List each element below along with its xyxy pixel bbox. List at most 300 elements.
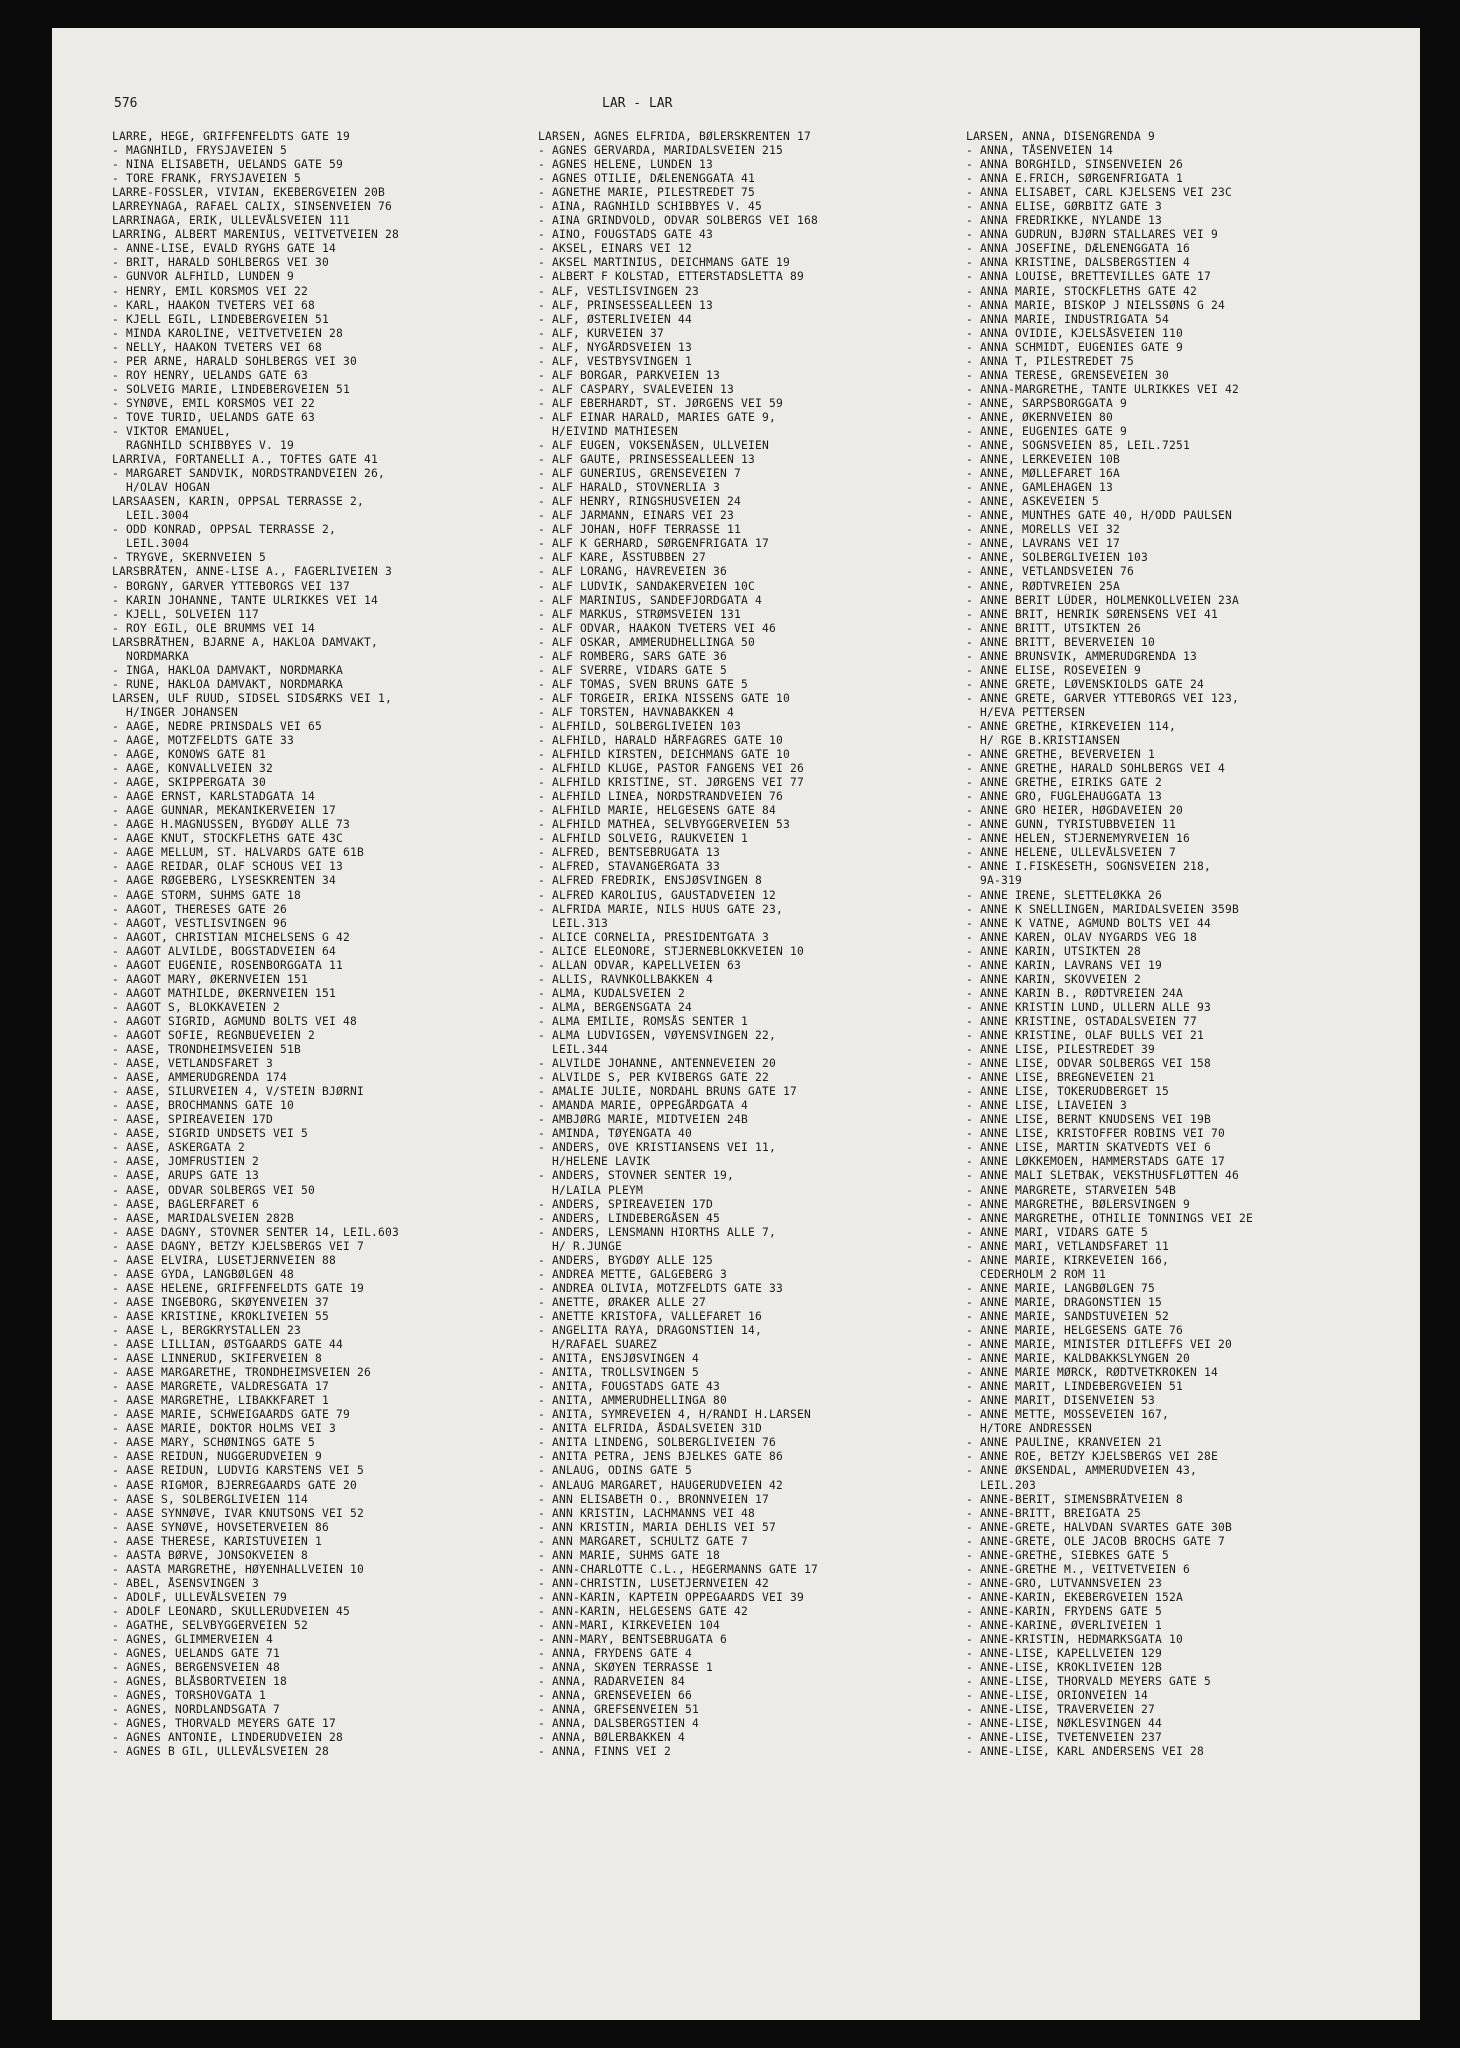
directory-entry: - ALF OSKAR, AMMERUDHELLINGA 50	[538, 635, 756, 649]
directory-entry: - ANNE, SOGNSVEIEN 85, LEIL.7251	[966, 439, 1191, 453]
directory-entry: - ALMA LUDVIGSEN, VØYENSVINGEN 22,	[538, 1029, 777, 1042]
directory-entry: - AASE, BAGLERFARET 6	[112, 1197, 260, 1211]
directory-entry: - ALVILDE S, PER KVIBERGS GATE 22	[538, 1071, 770, 1085]
directory-entry: - AAGE GUNNAR, MEKANIKERVEIEN 17	[112, 804, 337, 818]
directory-entry: - SOLVEIG MARIE, LINDEBERGVEIEN 51	[112, 382, 351, 396]
directory-entry: - AASE MARGRETHE, LIBAKKFARET 1	[112, 1394, 330, 1408]
directory-entry: LARRIVA, FORTANELLI A., TOFTES GATE 41	[112, 453, 379, 467]
directory-entry: - ANNE-LISE, THORVALD MEYERS GATE 5	[966, 1675, 1212, 1689]
directory-entry: - KJELL, SOLVEIEN 117	[112, 607, 260, 621]
directory-entry: - ANNE KARIN, SKOVVEIEN 2	[966, 972, 1142, 986]
directory-entry: - ANN-MARI, KIRKEVEIEN 104	[538, 1618, 721, 1632]
directory-entry: - ANNE MARIT, DISENVEIEN 53	[966, 1394, 1156, 1408]
directory-entry: - ANNE LISE, LIAVEIEN 3	[966, 1099, 1128, 1113]
directory-entry: - ALF MARINIUS, SANDEFJORDGATA 4	[538, 593, 763, 607]
directory-entry: - ALF, KURVEIEN 37	[538, 326, 665, 340]
directory-entry: - ANNA TERESE, GRENSEVEIEN 30	[966, 368, 1170, 382]
directory-entry: - ANNA SCHMIDT, EUGENIES GATE 9	[966, 340, 1184, 354]
directory-entry: - ANNE MARI, VETLANDSFARET 11	[966, 1239, 1170, 1253]
directory-entry: - ANNE GRETHE, EIRIKS GATE 2	[966, 776, 1163, 790]
directory-entry: - AAGE KNUT, STOCKFLETHS GATE 43C	[112, 832, 344, 846]
directory-entry: - ANNE MARIE, HELGESENS GATE 76	[966, 1323, 1184, 1337]
directory-entry: - ANNE-BRITT, BREIGATA 25	[966, 1506, 1142, 1520]
directory-entry: - AASE, TRONDHEIMSVEIEN 51B	[112, 1043, 302, 1057]
directory-entry: - AMALIE JULIE, NORDAHL BRUNS GATE 17	[538, 1085, 798, 1099]
directory-entry: - ANNE-KARINE, ØVERLIVEIEN 1	[966, 1618, 1163, 1632]
directory-entry: - ALMA, BERGENSGATA 24	[538, 1000, 693, 1014]
directory-entry: - ANN-MARY, BENTSEBRUGATA 6	[538, 1633, 728, 1647]
page-number: 576	[114, 96, 138, 111]
directory-entry: - ANN MARGARET, SCHULTZ GATE 7	[538, 1534, 749, 1548]
directory-entry: - ANNE-BERIT, SIMENSBRÅTVEIEN 8	[966, 1492, 1184, 1506]
directory-entry: - ANDERS, LENSMANN HIORTHS ALLE 7,	[538, 1225, 777, 1239]
directory-entry: LARRING, ALBERT MARENIUS, VEITVETVEIEN 28	[112, 228, 400, 242]
directory-entry: NORDMARKA	[112, 649, 190, 663]
directory-entry: - ANLAUG MARGARET, HAUGERUDVEIEN 42	[538, 1478, 784, 1492]
directory-entry: - ANNE, SARPSBORGGATA 9	[966, 396, 1128, 410]
directory-entry: - KARL, HAAKON TVETERS VEI 68	[112, 298, 316, 312]
directory-entry: - ALFRED, BENTSEBRUGATA 13	[538, 846, 721, 860]
directory-entry: - ANNE-GRETHE M., VEITVETVEIEN 6	[966, 1562, 1191, 1576]
directory-entry: - ANNA, BØLERBAKKEN 4	[538, 1731, 686, 1745]
directory-entry: - ANNA, FRYDENS GATE 4	[538, 1647, 693, 1661]
directory-entry: - ALICE CORNELIA, PRESIDENTGATA 3	[538, 930, 770, 944]
directory-entry: - ALF K GERHARD, SØRGENFRIGATA 17	[538, 537, 770, 551]
directory-entry: - ANNE KARIN, LAVRANS VEI 19	[966, 958, 1163, 972]
directory-entry: - ANNE-GRO, LUTVANNSVEIEN 23	[966, 1576, 1163, 1590]
directory-entry: - ANNE, SOLBERGLIVEIEN 103	[966, 551, 1149, 565]
directory-entry: LEIL.3004	[112, 537, 190, 551]
directory-entry: - ANNE GUNN, TYRISTUBBVEIEN 11	[966, 818, 1177, 832]
directory-entry: - BORGNY, GARVER YTTEBORGS VEI 137	[112, 579, 351, 593]
directory-entry: - ALF TORGEIR, ERIKA NISSENS GATE 10	[538, 691, 791, 705]
directory-entry: - ANNE-LISE, TRAVERVEIEN 27	[966, 1703, 1156, 1717]
directory-entry: - ANNE PAULINE, KRANVEIEN 21	[966, 1436, 1163, 1450]
directory-entry: - ANNE KARIN, UTSIKTEN 28	[966, 944, 1142, 958]
directory-entry: - ALF JOHAN, HOFF TERRASSE 11	[538, 523, 742, 537]
directory-entry: - ANETTE, ØRAKER ALLE 27	[538, 1295, 707, 1309]
directory-entry: - ANNE MARIT, LINDEBERGVEIEN 51	[966, 1380, 1184, 1394]
directory-entry: - AASE GYDA, LANGBØLGEN 48	[112, 1267, 295, 1281]
directory-entry: - SYNØVE, EMIL KORSMOS VEI 22	[112, 396, 316, 410]
directory-entry: - ANNE-LISE, EVALD RYGHS GATE 14	[112, 242, 337, 256]
directory-entry: - ANETTE KRISTOFA, VALLEFARET 16	[538, 1309, 763, 1323]
directory-entry: - ANNE MARIE, LANGBØLGEN 75	[966, 1281, 1156, 1295]
directory-entry: - ANNE ELISE, ROSEVEIEN 9	[966, 663, 1142, 677]
directory-entry: - ALMA EMILIE, ROMSÅS SENTER 1	[538, 1014, 749, 1028]
directory-entry: - ALFHILD KRISTINE, ST. JØRGENS VEI 77	[538, 776, 805, 790]
directory-entry: - ANITA, SYMREVEIEN 4, H/RANDI H.LARSEN	[538, 1408, 812, 1422]
directory-entry: - HENRY, EMIL KORSMOS VEI 22	[112, 284, 309, 298]
directory-entry: LARSEN, AGNES ELFRIDA, BØLERSKRENTEN 17	[538, 130, 812, 143]
directory-entry: - AASE, BROCHMANNS GATE 10	[112, 1099, 295, 1113]
directory-entry: - ANNE BRUNSVIK, AMMERUDGRENDA 13	[966, 649, 1198, 663]
directory-entry: - ANNE MARGRETHE, BØLERSVINGEN 9	[966, 1197, 1191, 1211]
directory-entry: - ANNE MALI SLETBAK, VEKSTHUSFLØTTEN 46	[966, 1169, 1240, 1183]
directory-entry: - ANNE MARI, VIDARS GATE 5	[966, 1225, 1149, 1239]
directory-entry: LARSBRÅTEN, ANNE-LISE A., FAGERLIVEIEN 3	[112, 565, 393, 579]
directory-entry: - ANNE MARIE, KIRKEVEIEN 166,	[966, 1253, 1170, 1267]
directory-entry: - ANDERS, BYGDØY ALLE 125	[538, 1253, 714, 1267]
directory-entry: - ANN ELISABETH O., BRONNVEIEN 17	[538, 1492, 770, 1506]
directory-entry: - ALFHILD LINEA, NORDSTRANDVEIEN 76	[538, 790, 784, 804]
directory-entry: LEIL.344	[538, 1043, 609, 1057]
directory-entry: - ANN-KARIN, HELGESENS GATE 42	[538, 1604, 749, 1618]
directory-entry: - ALFHILD MATHEA, SELVBYGGERVEIEN 53	[538, 818, 791, 832]
directory-entry: LARSEN, ANNA, DISENGRENDA 9	[966, 130, 1156, 143]
directory-entry: - ALF EINAR HARALD, MARIES GATE 9,	[538, 410, 777, 424]
directory-entry: - AASE, VETLANDSFARET 3	[112, 1057, 274, 1071]
directory-entry: - RUNE, HAKLOA DAMVAKT, NORDMARKA	[112, 677, 344, 691]
directory-entry: - AASTA BØRVE, JONSOKVEIEN 8	[112, 1548, 309, 1562]
directory-entry: - ANITA, AMMERUDHELLINGA 80	[538, 1394, 728, 1408]
directory-entry: - AAGE, KONOWS GATE 81	[112, 748, 267, 762]
directory-entry: - ANNE-GRETE, HALVDAN SVARTES GATE 30B	[966, 1520, 1233, 1534]
directory-entry: - ANNE LISE, KRISTOFFER ROBINS VEI 70	[966, 1127, 1226, 1141]
directory-entry: - AGNES, BERGENSVEIEN 48	[112, 1661, 281, 1675]
directory-entry: - ANNE, MØLLEFARET 16A	[966, 467, 1121, 481]
directory-entry: - ALFHILD KLUGE, PASTOR FANGENS VEI 26	[538, 762, 805, 776]
directory-entry: - AMINDA, TØYENGATA 40	[538, 1127, 693, 1141]
directory-entry: LARRE-FOSSLER, VIVIAN, EKEBERGVEIEN 20B	[112, 186, 386, 200]
directory-entry: - ANN MARIE, SUHMS GATE 18	[538, 1548, 721, 1562]
directory-entry: - ANN-KARIN, KAPTEIN OPPEGAARDS VEI 39	[538, 1590, 805, 1604]
directory-entry: - AASE, MARIDALSVEIEN 282B	[112, 1211, 295, 1225]
directory-entry: - AAGE REIDAR, OLAF SCHOUS VEI 13	[112, 860, 344, 874]
directory-entry: - AASE MARGRETE, VALDRESGATA 17	[112, 1380, 330, 1394]
directory-entry: - AMANDA MARIE, OPPEGÅRDGATA 4	[538, 1099, 749, 1113]
directory-entry: - ANNE KARIN B., RØDTVREIEN 24A	[966, 986, 1184, 1000]
directory-entry: - ANITA, TROLLSVINGEN 5	[538, 1366, 700, 1380]
directory-entry: - TRYGVE, SKERNVEIEN 5	[112, 551, 267, 565]
directory-entry: - ADOLF, ULLEVÅLSVEIEN 79	[112, 1590, 288, 1604]
directory-entry: - ALF SVERRE, VIDARS GATE 5	[538, 663, 728, 677]
directory-entry: - ANNE GRO HEIER, HØGDAVEIEN 20	[966, 804, 1184, 818]
directory-entry: - ROY EGIL, OLE BRUMMS VEI 14	[112, 621, 316, 635]
directory-entry: - ANNE, MUNTHES GATE 40, H/ODD PAULSEN	[966, 509, 1233, 523]
directory-entry: - ALF TORSTEN, HAVNABAKKEN 4	[538, 705, 735, 719]
directory-entry: - ANNA ELISE, GØRBITZ GATE 3	[966, 200, 1163, 214]
directory-entry: - ANNE GRO, FUGLEHAUGGATA 13	[966, 790, 1163, 804]
directory-entry: - ALF TOMAS, SVEN BRUNS GATE 5	[538, 677, 749, 691]
directory-entry: - ANNE KAREN, OLAV NYGARDS VEG 18	[966, 930, 1198, 944]
directory-entry: - ANNE LISE, PILESTREDET 39	[966, 1043, 1156, 1057]
directory-entry: - AKSEL, EINARS VEI 12	[538, 242, 693, 256]
directory-entry: - ANN KRISTIN, LACHMANNS VEI 48	[538, 1506, 756, 1520]
page-header: LAR - LAR	[602, 96, 673, 111]
directory-entry: - ANDREA OLIVIA, MOTZFELDTS GATE 33	[538, 1281, 784, 1295]
directory-entry: - AAGE STORM, SUHMS GATE 18	[112, 888, 302, 902]
directory-entry: - NELLY, HAAKON TVETERS VEI 68	[112, 340, 323, 354]
directory-entry: H/EVA PETTERSEN	[966, 705, 1086, 719]
directory-entry: - ALF GAUTE, PRINSESSEALLEEN 13	[538, 453, 756, 467]
directory-entry: - ANNE, RØDTVREIEN 25A	[966, 579, 1121, 593]
directory-entry: - ANNE, VETLANDSVEIEN 76	[966, 565, 1135, 579]
directory-entry: - AINO, FOUGSTADS GATE 43	[538, 228, 714, 242]
directory-entry: - ANNE K VATNE, AGMUND BOLTS VEI 44	[966, 916, 1212, 930]
directory-entry: - ANNE-LISE, TVETENVEIEN 237	[966, 1731, 1163, 1745]
directory-entry: - ALMA, KUDALSVEIEN 2	[538, 986, 686, 1000]
directory-entry: - ANITA, ENSJØSVINGEN 4	[538, 1352, 700, 1366]
directory-entry: - ANNE LISE, BREGNEVEIEN 21	[966, 1071, 1156, 1085]
directory-entry: - AAGOT ALVILDE, BOGSTADVEIEN 64	[112, 944, 337, 958]
directory-entry: - ANNA KRISTINE, DALSBERGSTIEN 4	[966, 256, 1191, 270]
directory-entry: - AGNES GERVARDA, MARIDALSVEIEN 215	[538, 144, 784, 158]
directory-entry: - VIKTOR EMANUEL,	[112, 424, 232, 438]
directory-entry: - ANGELITA RAYA, DRAGONSTIEN 14,	[538, 1323, 763, 1337]
directory-entry: - ALICE ELEONORE, STJERNEBLOKKVEIEN 10	[538, 944, 805, 958]
directory-entry: - AASE, SPIREAVEIEN 17D	[112, 1113, 274, 1127]
directory-entry: LARSAASEN, KARIN, OPPSAL TERRASSE 2,	[112, 495, 365, 509]
directory-entry: - ANNE-GRETE, OLE JACOB BROCHS GATE 7	[966, 1534, 1226, 1548]
directory-entry: - ANNE-LISE, KROKLIVEIEN 12B	[966, 1661, 1163, 1675]
directory-entry: - AAGE MELLUM, ST. HALVARDS GATE 61B	[112, 846, 365, 860]
directory-entry: - NINA ELISABETH, UELANDS GATE 59	[112, 158, 344, 172]
directory-entry: - ANN-CHARLOTTE C.L., HEGERMANNS GATE 17	[538, 1562, 819, 1576]
directory-entry: - ALFRED FREDRIK, ENSJØSVINGEN 8	[538, 874, 763, 888]
directory-entry: - ANDREA METTE, GALGEBERG 3	[538, 1267, 728, 1281]
directory-entry: - ANNA, RADARVEIEN 84	[538, 1675, 686, 1689]
directory-entry: - ANNE-KARIN, EKEBERGVEIEN 152A	[966, 1590, 1184, 1604]
directory-entry: - AAGE, MOTZFELDTS GATE 33	[112, 734, 295, 748]
directory-entry: - ANNE-KRISTIN, HEDMARKSGATA 10	[966, 1633, 1184, 1647]
directory-entry: - PER ARNE, HARALD SOHLBERGS VEI 30	[112, 354, 358, 368]
directory-entry: - ANNE ØKSENDAL, AMMERUDVEIEN 43,	[966, 1464, 1198, 1478]
directory-entry: - AGNES B GIL, ULLEVÅLSVEIEN 28	[112, 1745, 330, 1759]
directory-entry: LARRINAGA, ERIK, ULLEVÅLSVEIEN 111	[112, 214, 351, 228]
directory-entry: - ALF JARMANN, EINARS VEI 23	[538, 509, 735, 523]
directory-entry: H/HELENE LAVIK	[538, 1155, 651, 1169]
directory-entry: - ANNA MARIE, INDUSTRIGATA 54	[966, 312, 1170, 326]
directory-entry: - ALF BORGAR, PARKVEIEN 13	[538, 368, 721, 382]
directory-entry: - ANNE, LERKEVEIEN 10B	[966, 453, 1121, 467]
directory-entry: H/INGER JOHANSEN	[112, 705, 239, 719]
directory-entry: - AASE LINNERUD, SKIFERVEIEN 8	[112, 1352, 323, 1366]
directory-entry: - AASE, JOMFRUSTIEN 2	[112, 1155, 260, 1169]
directory-entry: - AASE INGEBORG, SKØYENVEIEN 37	[112, 1295, 330, 1309]
directory-entry: - AASE MARIE, DOKTOR HOLMS VEI 3	[112, 1422, 337, 1436]
directory-entry: - AASE ELVIRA, LUSETJERNVEIEN 88	[112, 1253, 337, 1267]
directory-entry: H/EIVIND MATHIESEN	[538, 424, 679, 438]
directory-entry: - ANITA ELFRIDA, ÅSDALSVEIEN 31D	[538, 1422, 763, 1436]
directory-entry: - AASTA MARGRETHE, HØYENHALLVEIEN 10	[112, 1562, 365, 1576]
directory-entry: - AMBJØRG MARIE, MIDTVEIEN 24B	[538, 1113, 749, 1127]
directory-entry: - ALVILDE JOHANNE, ANTENNEVEIEN 20	[538, 1057, 777, 1071]
directory-entry: - ALBERT F KOLSTAD, ETTERSTADSLETTA 89	[538, 270, 805, 284]
directory-entry: - ANNE IRENE, SLETTELØKKA 26	[966, 888, 1163, 902]
directory-entry: LARSEN, ULF RUUD, SIDSEL SIDSÆRKS VEI 1,	[112, 691, 393, 705]
directory-entry: - AASE DAGNY, BETZY KJELSBERGS VEI 7	[112, 1239, 365, 1253]
directory-entry: - ANNA JOSEFINE, DÆLENENGGATA 16	[966, 242, 1191, 256]
directory-entry: - ANNA, SKØYEN TERRASSE 1	[538, 1661, 714, 1675]
directory-entry: - ANNE GRETHE, KIRKEVEIEN 114,	[966, 719, 1177, 733]
directory-entry: - ANNE GRETHE, HARALD SOHLBERGS VEI 4	[966, 762, 1226, 776]
directory-entry: - ANNA, DALSBERGSTIEN 4	[538, 1717, 700, 1731]
directory-entry: - ALF LUDVIK, SANDAKERVEIEN 10C	[538, 579, 756, 593]
directory-entry: LARSBRÅTHEN, BJARNE A, HAKLOA DAMVAKT,	[112, 635, 379, 649]
directory-entry: - ALF GUNERIUS, GRENSEVEIEN 7	[538, 467, 742, 481]
directory-entry: - AAGOT MARY, ØKERNVEIEN 151	[112, 972, 309, 986]
directory-entry: - ANNE LØKKEMOEN, HAMMERSTADS GATE 17	[966, 1155, 1226, 1169]
directory-entry: - AAGOT S, BLOKKAVEIEN 2	[112, 1000, 281, 1014]
directory-entry: - ANN KRISTIN, MARIA DEHLIS VEI 57	[538, 1520, 777, 1534]
directory-entry: LEIL.3004	[112, 509, 190, 523]
directory-entry: - AASE SYNNØVE, IVAR KNUTSONS VEI 52	[112, 1506, 365, 1520]
directory-entry: - ANNE HELEN, STJERNEMYRVEIEN 16	[966, 832, 1191, 846]
directory-entry: - AASE SYNØVE, HOVSETERVEIEN 86	[112, 1520, 330, 1534]
directory-entry: - ANNA FREDRIKKE, NYLANDE 13	[966, 214, 1163, 228]
directory-entry: - ANNE GRETHE, BEVERVEIEN 1	[966, 748, 1156, 762]
directory-entry: - AGNES, GLIMMERVEIEN 4	[112, 1633, 274, 1647]
directory-entry: LEIL.203	[966, 1478, 1037, 1492]
directory-entry: - AASE, SILURVEIEN 4, V/STEIN BJØRNI	[112, 1085, 365, 1099]
directory-entry: - AAGE RØGEBERG, LYSESKRENTEN 34	[112, 874, 337, 888]
directory-entry: - ALF, VESTBYSVINGEN 1	[538, 354, 693, 368]
directory-entry: LARRE, HEGE, GRIFFENFELDTS GATE 19	[112, 130, 351, 143]
column-2	[538, 130, 978, 1759]
directory-entry: - ANNE MARGRETE, STARVEIEN 54B	[966, 1183, 1177, 1197]
directory-entry: H/LAILA PLEYM	[538, 1183, 644, 1197]
directory-entry: - ANN-CHRISTIN, LUSETJERNVEIEN 42	[538, 1576, 770, 1590]
directory-entry: - ALF, ØSTERLIVEIEN 44	[538, 312, 693, 326]
directory-entry: - ANNA GUDRUN, BJØRN STALLARES VEI 9	[966, 228, 1219, 242]
directory-entry: - ANNE LISE, BERNT KNUDSENS VEI 19B	[966, 1113, 1212, 1127]
directory-entry: - AGNES, TORSHOVGATA 1	[112, 1689, 267, 1703]
directory-entry: - ALF KARE, ÅSSTUBBEN 27	[538, 551, 707, 565]
directory-entry: - AASE, ARUPS GATE 13	[112, 1169, 260, 1183]
directory-entry: - AASE, AMMERUDGRENDA 174	[112, 1071, 288, 1085]
directory-entry: - ANNE-GRETHE, SIEBKES GATE 5	[966, 1548, 1170, 1562]
directory-entry: - ANNE MARIE, KALDBAKKSLYNGEN 20	[966, 1352, 1191, 1366]
directory-entry: - ALF LORANG, HAVREVEIEN 36	[538, 565, 728, 579]
directory-entry: - TORE FRANK, FRYSJAVEIEN 5	[112, 172, 302, 186]
directory-entry: - ALFHILD, SOLBERGLIVEIEN 103	[538, 719, 742, 733]
directory-entry: - AASE, ODVAR SOLBERGS VEI 50	[112, 1183, 316, 1197]
directory-entry: - GUNVOR ALFHILD, LUNDEN 9	[112, 270, 295, 284]
directory-entry: - ANNE KRISTINE, OLAF BULLS VEI 21	[966, 1029, 1205, 1042]
directory-page	[52, 28, 1420, 2020]
directory-entry: - AINA, RAGNHILD SCHIBBYES V. 45	[538, 200, 763, 214]
directory-entry: - AASE DAGNY, STOVNER SENTER 14, LEIL.603	[112, 1225, 400, 1239]
directory-entry: - ANNA LOUISE, BRETTEVILLES GATE 17	[966, 270, 1212, 284]
directory-entry: - ANNE LISE, MARTIN SKATVEDTS VEI 6	[966, 1141, 1212, 1155]
directory-entry: - AINA GRINDVOLD, ODVAR SOLBERGS VEI 168	[538, 214, 819, 228]
directory-entry: - ALF HENRY, RINGSHUSVEIEN 24	[538, 495, 742, 509]
directory-entry: - ANNA-MARGRETHE, TANTE ULRIKKES VEI 42	[966, 382, 1240, 396]
directory-entry: - ANNE BRITT, BEVERVEIEN 10	[966, 635, 1156, 649]
directory-entry: - ANNE GRETE, LØVENSKIOLDS GATE 24	[966, 677, 1205, 691]
directory-entry: - ANNA E.FRICH, SØRGENFRIGATA 1	[966, 172, 1184, 186]
directory-entry: - ANNE K SNELLINGEN, MARIDALSVEIEN 359B	[966, 902, 1240, 916]
directory-entry: - ALFRED, STAVANGERGATA 33	[538, 860, 721, 874]
directory-entry: - ANDERS, STOVNER SENTER 19,	[538, 1169, 735, 1183]
directory-entry: - AAGE, KONVALLVEIEN 32	[112, 762, 274, 776]
directory-entry: H/RAFAEL SUAREZ	[538, 1338, 658, 1352]
directory-entry: - ALLIS, RAVNKOLLBAKKEN 4	[538, 972, 714, 986]
directory-entry: - ALF, PRINSESSEALLEEN 13	[538, 298, 714, 312]
column-3	[966, 130, 1406, 1759]
directory-entry: - AAGOT EUGENIE, ROSENBORGGATA 11	[112, 958, 344, 972]
directory-entry: - ALF, VESTLISVINGEN 23	[538, 284, 700, 298]
directory-entry: CEDERHOLM 2 ROM 11	[966, 1267, 1107, 1281]
directory-entry: - ANNE MARIE, MINISTER DITLEFFS VEI 20	[966, 1338, 1233, 1352]
directory-entry: LEIL.313	[538, 916, 609, 930]
directory-entry: - AGNES OTILIE, DÆLENENGGATA 41	[538, 172, 756, 186]
directory-entry: H/ RGE B.KRISTIANSEN	[966, 734, 1121, 748]
directory-entry: - ANDERS, SPIREAVEIEN 17D	[538, 1197, 714, 1211]
directory-entry: RAGNHILD SCHIBBYES V. 19	[112, 439, 295, 453]
directory-entry: - AGNES ANTONIE, LINDERUDVEIEN 28	[112, 1731, 344, 1745]
directory-entry: - ANNA BORGHILD, SINSENVEIEN 26	[966, 158, 1184, 172]
directory-entry: - ALF MARKUS, STRØMSVEIEN 131	[538, 607, 742, 621]
directory-entry: - AASE KRISTINE, KROKLIVEIEN 55	[112, 1309, 330, 1323]
directory-entry: - AASE REIDUN, NUGGERUDVEIEN 9	[112, 1450, 323, 1464]
directory-entry: - ALFRED KAROLIUS, GAUSTADVEIEN 12	[538, 888, 777, 902]
column-1	[112, 130, 522, 1759]
directory-entry: H/TORE ANDRESSEN	[966, 1422, 1093, 1436]
directory-entry: - AGNES, UELANDS GATE 71	[112, 1647, 281, 1661]
directory-entry: - AASE MARIE, SCHWEIGAARDS GATE 79	[112, 1408, 351, 1422]
directory-entry: - ANNA OVIDIE, KJELSÅSVEIEN 110	[966, 326, 1184, 340]
directory-entry: - AASE, SIGRID UNDSETS VEI 5	[112, 1127, 309, 1141]
directory-entry: - AASE, ASKERGATA 2	[112, 1141, 246, 1155]
directory-entry: - ALFHILD SOLVEIG, RAUKVEIEN 1	[538, 832, 749, 846]
directory-entry: - ROY HENRY, UELANDS GATE 63	[112, 368, 309, 382]
directory-entry: - AASE LILLIAN, ØSTGAARDS GATE 44	[112, 1338, 344, 1352]
directory-entry: - TOVE TURID, UELANDS GATE 63	[112, 410, 316, 424]
directory-entry: - ANNE, LAVRANS VEI 17	[966, 537, 1121, 551]
directory-entry: - ANNE MARIE, DRAGONSTIEN 15	[966, 1295, 1163, 1309]
directory-entry: - ALF EBERHARDT, ST. JØRGENS VEI 59	[538, 396, 784, 410]
directory-entry: - KJELL EGIL, LINDEBERGVEIEN 51	[112, 312, 330, 326]
directory-entry: - ALF, NYGÅRDSVEIEN 13	[538, 340, 693, 354]
directory-entry: - AGNES, BLÅSBORTVEIEN 18	[112, 1675, 288, 1689]
directory-entry: - AAGE, NEDRE PRINSDALS VEI 65	[112, 719, 323, 733]
directory-entry: - AAGOT SIGRID, AGMUND BOLTS VEI 48	[112, 1014, 358, 1028]
directory-entry: - ANNA, GRENSEVEIEN 66	[538, 1689, 693, 1703]
directory-entry: - AASE THERESE, KARISTUVEIEN 1	[112, 1534, 323, 1548]
directory-entry: - AAGOT, THERESES GATE 26	[112, 902, 288, 916]
directory-entry: - ALFHILD MARIE, HELGESENS GATE 84	[538, 804, 777, 818]
directory-entry: - ANNE-KARIN, FRYDENS GATE 5	[966, 1604, 1163, 1618]
directory-entry: - ANNE MARIE, SANDSTUVEIEN 52	[966, 1309, 1170, 1323]
directory-entry: - ANNA MARIE, BISKOP J NIELSSØNS G 24	[966, 298, 1226, 312]
directory-entry: - AASE L, BERGKRYSTALLEN 23	[112, 1323, 302, 1337]
directory-entry: - AGNES, THORVALD MEYERS GATE 17	[112, 1717, 337, 1731]
directory-entry: - AGNETHE MARIE, PILESTREDET 75	[538, 186, 756, 200]
directory-entry: 9A-319	[966, 874, 1023, 888]
directory-entry: - ANNE BRITT, UTSIKTEN 26	[966, 621, 1142, 635]
directory-entry: - AASE REIDUN, LUDVIG KARSTENS VEI 5	[112, 1464, 365, 1478]
directory-entry: - ANNE-LISE, NØKLESVINGEN 44	[966, 1717, 1163, 1731]
directory-entry: - ANNE ROE, BETZY KJELSBERGS VEI 28E	[966, 1450, 1219, 1464]
directory-entry: - ANNE BRIT, HENRIK SØRENSENS VEI 41	[966, 607, 1219, 621]
directory-entry: - ANNE KRISTINE, OSTADALSVEIEN 77	[966, 1014, 1198, 1028]
directory-entry: - ANNE, ASKEVEIEN 5	[966, 495, 1100, 509]
directory-entry: - ALF HARALD, STOVNERLIA 3	[538, 481, 721, 495]
directory-entry: - ALF EUGEN, VOKSENÅSEN, ULLVEIEN	[538, 439, 770, 453]
directory-entry: - ANNA, GREFSENVEIEN 51	[538, 1703, 700, 1717]
directory-entry: - ANNE-LISE, KARL ANDERSENS VEI 28	[966, 1745, 1205, 1759]
directory-entry: - ANNE, ØKERNVEIEN 80	[966, 410, 1114, 424]
directory-entry: - ALLAN ODVAR, KAPELLVEIEN 63	[538, 958, 742, 972]
directory-entry: - ALF CASPARY, SVALEVEIEN 13	[538, 382, 735, 396]
directory-entry: - ANITA, FOUGSTADS GATE 43	[538, 1380, 721, 1394]
directory-entry: - ANNE I.FISKESETH, SOGNSVEIEN 218,	[966, 860, 1212, 874]
directory-entry: - ALF ODVAR, HAAKON TVETERS VEI 46	[538, 621, 777, 635]
directory-entry: - AAGOT, CHRISTIAN MICHELSENS G 42	[112, 930, 351, 944]
directory-entry: - AAGOT MATHILDE, ØKERNVEIEN 151	[112, 986, 337, 1000]
